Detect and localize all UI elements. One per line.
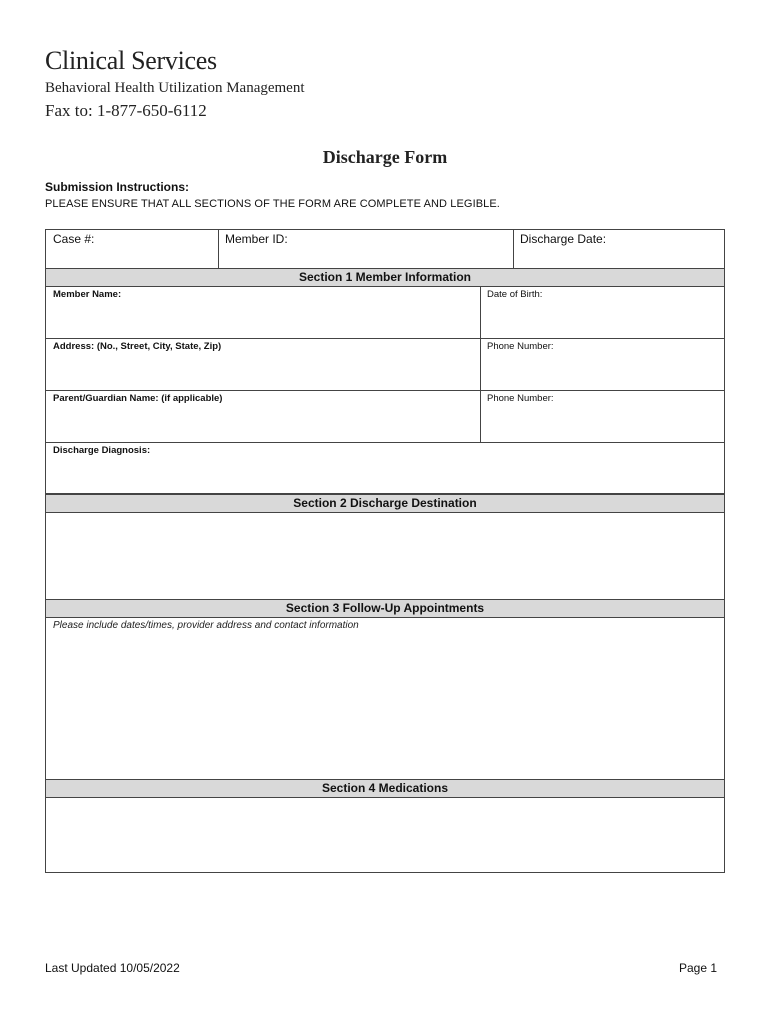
member-name-field[interactable]: Member Name: bbox=[53, 289, 122, 300]
page-number: Page 1 bbox=[679, 961, 718, 975]
page-title: Clinical Services bbox=[45, 46, 217, 75]
instructions-heading: Submission Instructions: bbox=[45, 180, 190, 194]
divider bbox=[45, 338, 725, 339]
case-number-field[interactable]: Case #: bbox=[53, 232, 95, 246]
fax-number: Fax to: 1-877-650-6112 bbox=[45, 101, 207, 120]
date-of-birth-field[interactable]: Date of Birth: bbox=[487, 289, 543, 300]
follow-up-note: Please include dates/times, provider address and contact information bbox=[53, 620, 359, 631]
section2-header: Section 2 Discharge Destination bbox=[45, 494, 725, 513]
divider bbox=[480, 286, 481, 442]
instructions-body: PLEASE ENSURE THAT ALL SECTIONS OF THE FORM ARE COMPLETE AND LEGIBLE. bbox=[45, 198, 500, 210]
discharge-diagnosis-field[interactable]: Discharge Diagnosis: bbox=[53, 445, 151, 456]
last-updated: Last Updated 10/05/2022 bbox=[45, 961, 180, 975]
divider bbox=[513, 229, 514, 269]
divider bbox=[218, 229, 219, 269]
section3-header: Section 3 Follow-Up Appointments bbox=[45, 599, 725, 618]
department-subtitle: Behavioral Health Utilization Management bbox=[45, 80, 305, 96]
form-title: Discharge Form bbox=[322, 147, 448, 167]
section1-header: Section 1 Member Information bbox=[45, 268, 725, 287]
divider bbox=[45, 442, 725, 443]
divider bbox=[45, 390, 725, 391]
section4-header: Section 4 Medications bbox=[45, 779, 725, 798]
discharge-destination-field[interactable] bbox=[45, 512, 725, 600]
follow-up-appointments-field[interactable] bbox=[45, 617, 725, 780]
guardian-name-field[interactable]: Parent/Guardian Name: (if applicable) bbox=[53, 393, 223, 404]
guardian-phone-field[interactable]: Phone Number: bbox=[487, 393, 554, 404]
address-field[interactable]: Address: (No., Street, City, State, Zip) bbox=[53, 341, 222, 352]
phone-number-field[interactable]: Phone Number: bbox=[487, 341, 554, 352]
top-row-box bbox=[45, 229, 725, 269]
discharge-date-field[interactable]: Discharge Date: bbox=[520, 232, 607, 246]
medications-field[interactable] bbox=[45, 797, 725, 873]
member-id-field[interactable]: Member ID: bbox=[225, 232, 288, 246]
